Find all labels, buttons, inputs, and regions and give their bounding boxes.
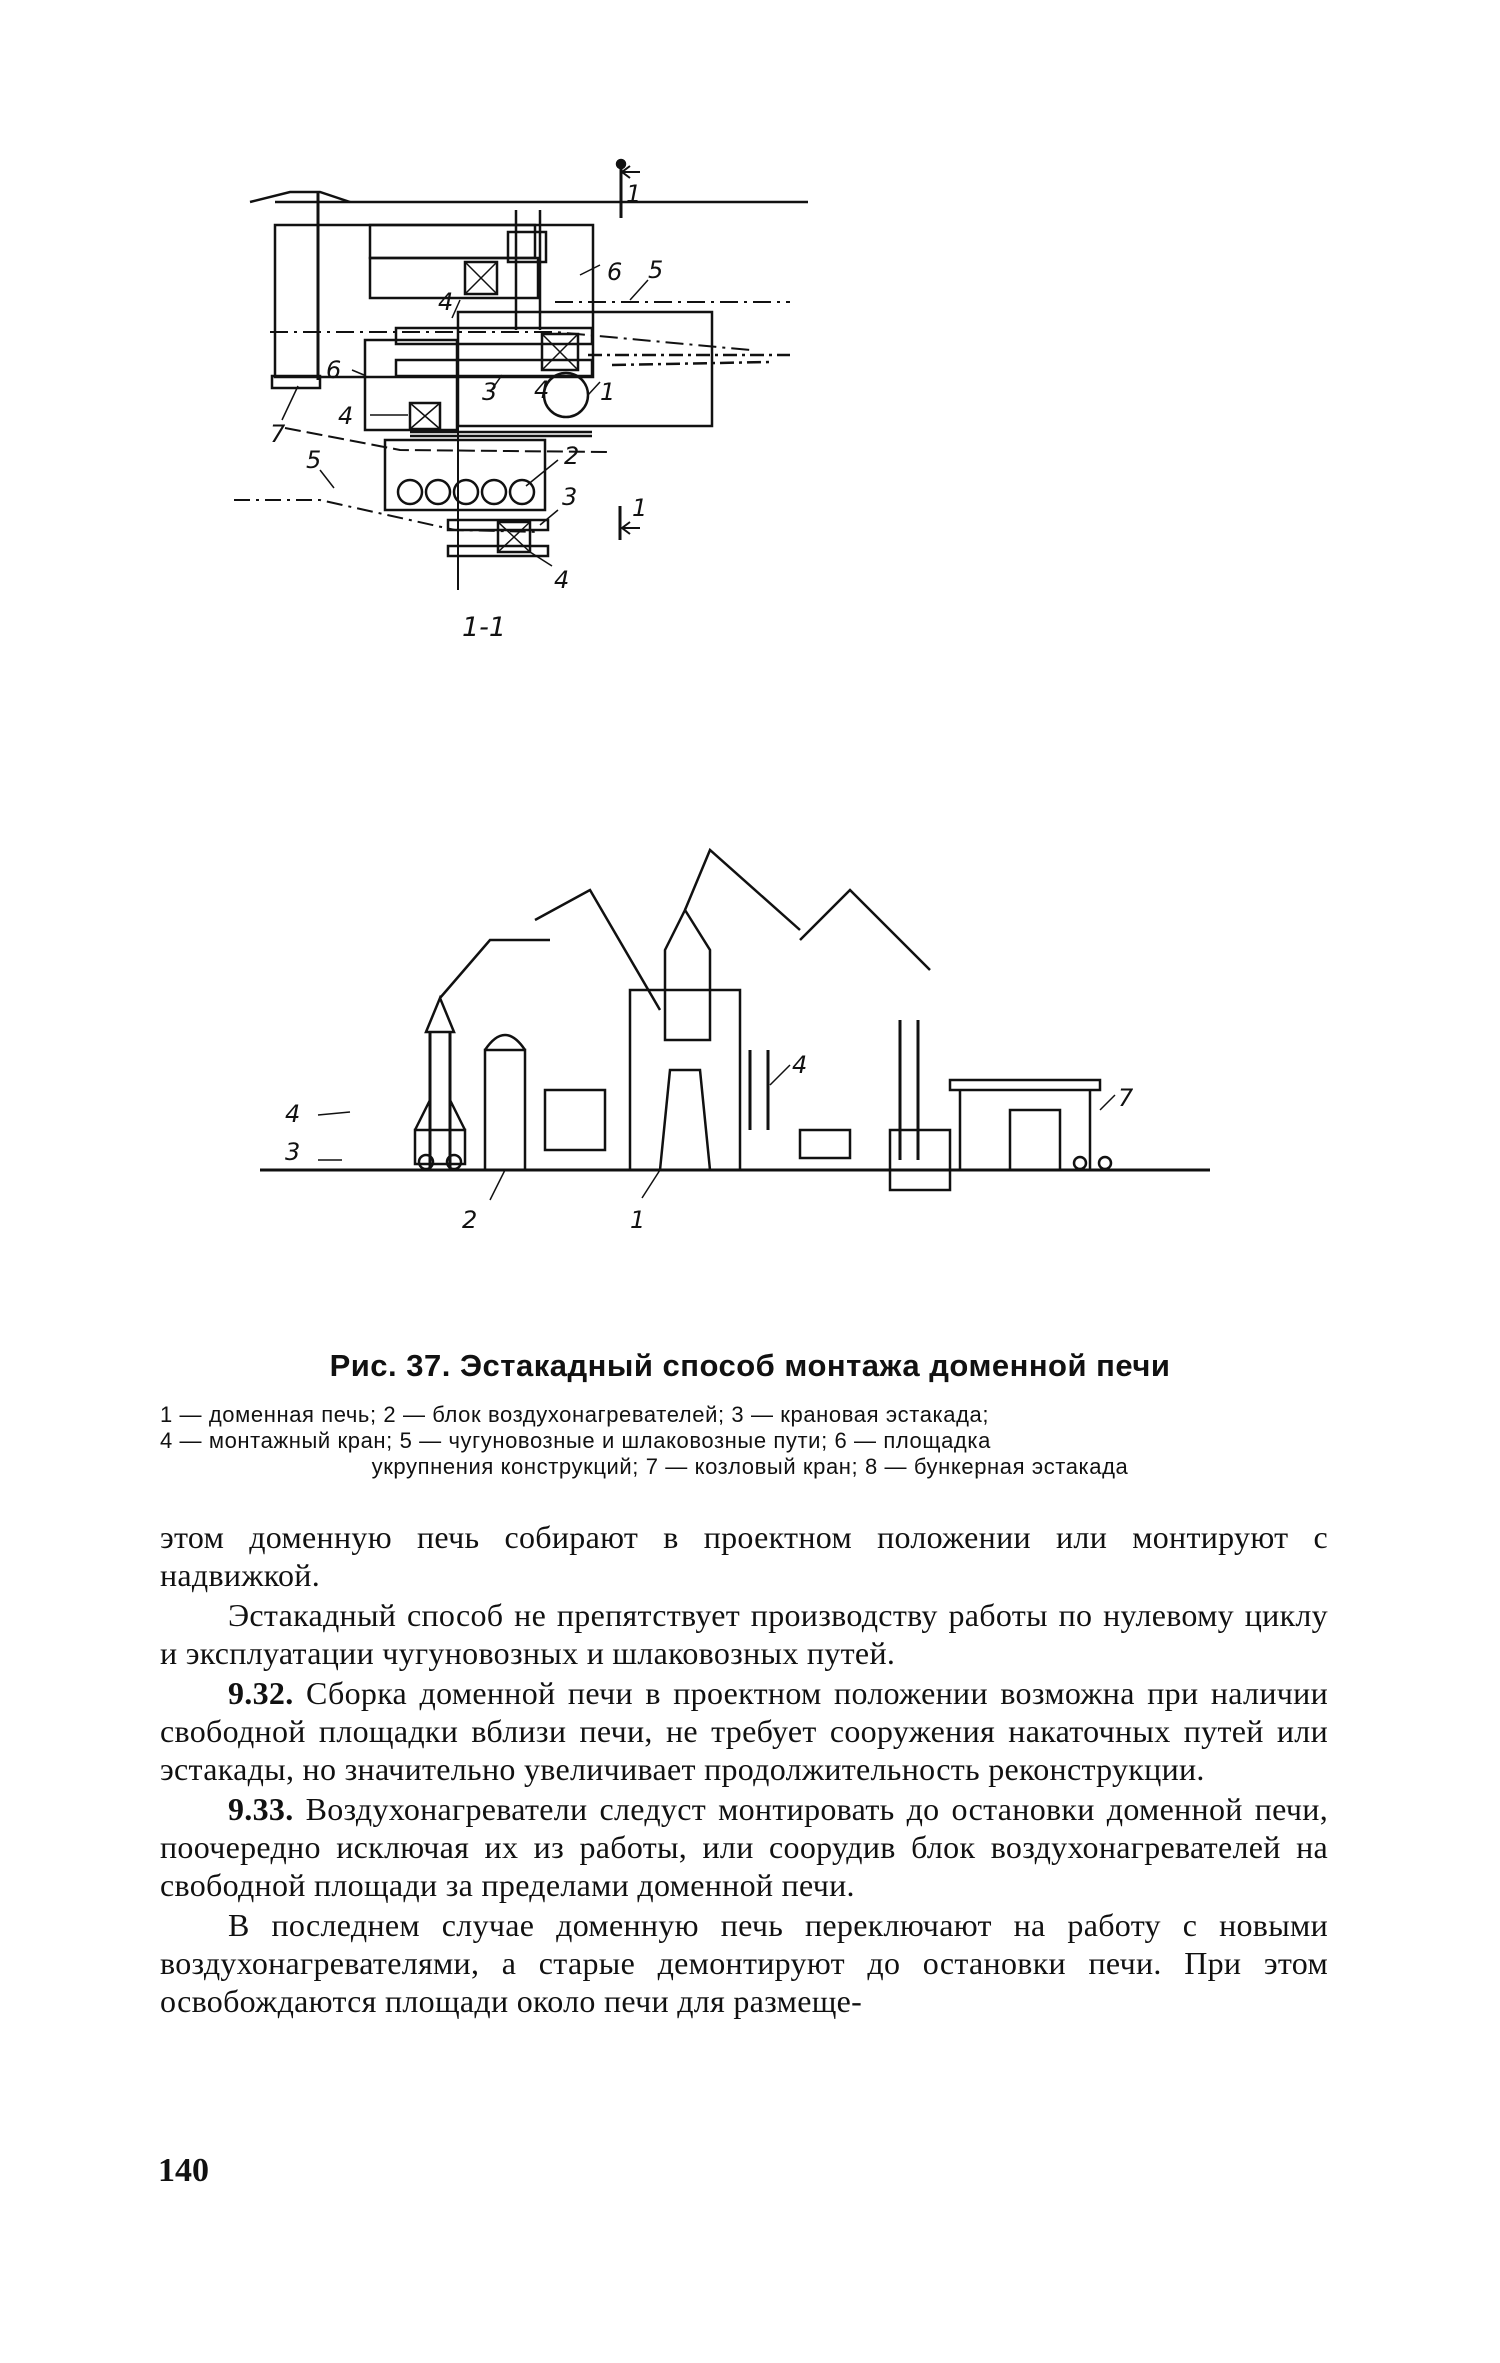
crane-cross <box>542 334 578 370</box>
paragraph-text: Воздухонагреватели следуст монтировать до остановки доменной печи, поочередно исключая их из работы, или соорудив блок воздухонагревателей на свободной площади за пределами доменной печи. <box>160 1791 1328 1903</box>
label-4-el-left: 4 <box>285 1100 301 1128</box>
legend-line: 4 — монтажный кран; 5 — чугуновозные и шлаковозные пути; 6 — площадка <box>160 1428 991 1453</box>
crane-boom <box>440 940 550 998</box>
figure-caption-title: Рис. 37. Эстакадный способ монтажа доменной печи <box>329 1348 1171 1383</box>
leader-line <box>318 1112 350 1115</box>
elevation-view <box>260 850 1210 1234</box>
crane-base-el <box>415 1130 465 1164</box>
section-mark-top: 1 <box>626 180 642 208</box>
crane-cross <box>498 522 530 552</box>
legend-line: укрупнения конструкций; 7 — козловый кран; 8 — бункерная эстакада <box>371 1454 1129 1479</box>
leader-line <box>642 1170 660 1198</box>
label-6-mid: 6 <box>326 356 342 384</box>
leader-line <box>588 382 600 395</box>
crane-boom-2 <box>535 890 660 1010</box>
leader-line <box>352 370 364 375</box>
figure-37 <box>270 170 1260 1320</box>
label-4-bottom: 4 <box>554 566 570 594</box>
stove <box>426 480 450 504</box>
section-mark-bottom: 1 <box>632 494 648 522</box>
paragraph-text: Сборка доменной печи в проектном положении возможна при наличии свободной площадки вблизи печи, не требует сооружения накаточных путей или эстакады, но значительно увеличивает продолжительность реконструкции. <box>160 1675 1328 1787</box>
crane-cross <box>465 262 497 294</box>
leader-line <box>770 1065 790 1085</box>
paragraph <box>160 1790 1328 1904</box>
label-6-top: 6 <box>607 258 623 286</box>
section-mark-dot <box>617 160 625 168</box>
crane-cross <box>410 403 440 429</box>
legend-line: 1 — доменная печь; 2 — блок воздухонагревателей; 3 — крановая эстакада; <box>160 1402 990 1427</box>
label-7-el: 7 <box>1118 1084 1134 1112</box>
leader-line <box>1100 1095 1115 1110</box>
gantry-beam <box>950 1080 1100 1090</box>
track-5 <box>270 332 750 350</box>
page-number: 140 <box>158 2152 209 2189</box>
label-1-el: 1 <box>630 1206 646 1234</box>
label-2-plan: 2 <box>564 442 580 470</box>
gantry-load <box>1010 1110 1060 1170</box>
paragraph <box>160 1674 1328 1788</box>
blast-furnace-plan <box>544 373 588 417</box>
section-1-1-label: 1-1 <box>462 612 507 643</box>
air-heater-dome <box>485 1035 525 1050</box>
stove <box>482 480 506 504</box>
label-3-el: 3 <box>285 1138 301 1166</box>
leader-line <box>320 470 334 488</box>
figure-drawing <box>270 170 1260 1320</box>
air-heater-frame <box>545 1090 605 1150</box>
label-4-lower: 4 <box>338 402 354 430</box>
air-heater <box>485 1050 525 1170</box>
wheel <box>1099 1157 1111 1169</box>
furnace-structure <box>630 990 740 1170</box>
body-text <box>160 1518 1328 2020</box>
clause-number: 9.33. <box>228 1791 294 1827</box>
track-line <box>612 362 770 365</box>
furnace-top <box>665 910 710 1040</box>
label-4-upper: 4 <box>438 288 454 316</box>
figure-legend <box>160 1402 1340 1480</box>
crane-boom-3 <box>685 850 800 930</box>
crane-runway-cap <box>370 225 535 258</box>
wagon <box>800 1130 850 1158</box>
leader-line <box>282 386 298 420</box>
leader-line <box>580 265 600 275</box>
gantry-head <box>250 192 350 202</box>
section-arrow <box>622 522 640 534</box>
crane-leg <box>415 1100 465 1130</box>
label-3-mid: 3 <box>482 378 498 406</box>
crane-trestle <box>396 328 592 344</box>
label-4-el-right: 4 <box>792 1051 808 1079</box>
label-1-plan: 1 <box>600 378 616 406</box>
label-5-upper: 5 <box>648 256 664 284</box>
label-3-lower: 3 <box>562 483 578 511</box>
label-4-mid: 4 <box>534 376 550 404</box>
leader-line <box>490 1170 505 1200</box>
paragraph: этом доменную печь собирают в проектном положении или монтируют с надвижкой. <box>160 1519 1328 1593</box>
label-7-plan: 7 <box>270 420 286 448</box>
clause-number: 9.32. <box>228 1675 294 1711</box>
wheel <box>1074 1157 1086 1169</box>
stove <box>510 480 534 504</box>
label-5-lower: 5 <box>306 446 322 474</box>
label-2-el: 2 <box>462 1206 478 1234</box>
crane-runway-upper <box>370 258 538 298</box>
paragraph: В последнем случае доменную печь переключают на работу с новыми воздухонагревателями, а старые демонтируют до остановки печи. При этом освобождаются площади около печи для размеще- <box>160 1907 1328 2019</box>
stove <box>398 480 422 504</box>
furnace-body <box>660 1070 710 1170</box>
crane-head <box>426 998 454 1032</box>
crane-boom-4 <box>800 890 930 970</box>
leader-line <box>630 280 648 300</box>
section-arrow <box>622 166 640 178</box>
leader-line <box>526 460 558 486</box>
paragraph: Эстакадный способ не препятствует производству работы по нулевому циклу и эксплуатации чугуновозных и шлаковозных путей. <box>160 1597 1328 1671</box>
